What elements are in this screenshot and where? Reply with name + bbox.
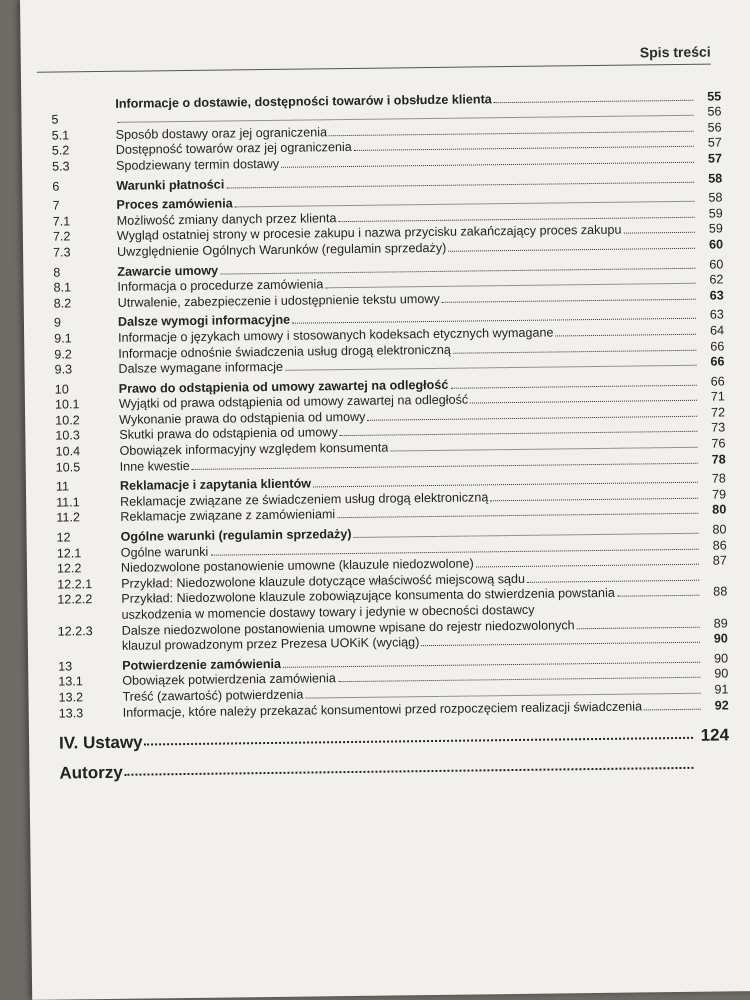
toc-entry-page: 90	[713, 651, 729, 666]
toc-entry-number: 13.3	[58, 705, 84, 721]
toc-entry-page: 58	[708, 170, 723, 186]
toc-entry-number: 6	[52, 179, 60, 194]
toc-entry-page: 57	[707, 135, 722, 150]
dot-leader	[281, 162, 694, 168]
toc-entry-number: 8	[53, 265, 61, 280]
toc-entry-title: Obowiązek potwierdzenia zamówienia	[122, 671, 336, 689]
toc-entry-number: 9.1	[54, 331, 72, 346]
toc-entry-page: 71	[710, 389, 725, 404]
toc-entry-number: 12.2.1	[57, 576, 93, 592]
toc-entry-page: 57	[707, 151, 723, 166]
toc-entry-title: Niedozwolone postanowienie umowne (klauzule niedozwolone)	[120, 556, 474, 576]
toc-entry-title: Prawo do odstąpienia od umowy zawartej na odległość	[118, 377, 449, 396]
toc-entry-page: 63	[709, 288, 724, 303]
toc-entry-title: Reklamacje związane ze świadczeniem usług drogą elektroniczną	[120, 490, 489, 509]
toc-entry-number: 5	[51, 112, 59, 127]
toc-entry-page: 124	[700, 724, 730, 745]
toc-entry-title: Możliwość zmiany danych przez klienta	[116, 210, 337, 228]
toc-entry-number: 13.1	[58, 674, 83, 689]
dot-leader	[476, 564, 699, 568]
toc-entry-number: 12.2.3	[57, 623, 93, 639]
toc-entry-number: 10.2	[55, 413, 80, 428]
toc-entry-page: 66	[710, 354, 725, 369]
dot-leader	[490, 498, 698, 502]
toc-entry-number: 10.3	[55, 428, 80, 444]
toc-entry-title: Inne kwestie	[119, 458, 190, 474]
dot-leader	[448, 248, 695, 252]
toc-entry-title: Ogólne warunki (regulamin sprzedaży)	[120, 527, 352, 544]
toc-entry-page: 79	[711, 487, 727, 502]
toc-entry-number: 5.3	[51, 159, 70, 174]
toc-entry-number: 7	[52, 198, 60, 213]
dot-leader	[442, 298, 696, 302]
toc-entry-page: 92	[714, 697, 729, 713]
toc-entry-page: 78	[711, 452, 726, 467]
dot-leader	[125, 766, 694, 775]
toc-entry-title: Informacja o procedurze zamówienia	[117, 277, 324, 294]
dot-leader	[226, 181, 694, 188]
toc-entry-title: Wykonanie prawa do odstąpienia od umowy	[119, 409, 366, 427]
toc-entry-number: 7.1	[52, 214, 71, 229]
toc-entry-number: 12	[56, 530, 71, 545]
toc-entry-title: klauzul prowadzonym przez Prezesa UOKiK (wyciąg)	[121, 635, 420, 653]
toc-entry-page: 55	[707, 89, 722, 104]
dot-leader	[556, 334, 697, 337]
toc-entry-number: 13.2	[58, 690, 84, 705]
toc-entry-number: 8.2	[53, 296, 72, 311]
toc-entry-title: Przykład: Niedozwolone klauzule zobowiązujące konsumenta do stwierdzenia powstania	[121, 586, 615, 607]
toc-entry-number: 11.2	[56, 510, 80, 526]
toc-entry-number: 7.2	[52, 229, 71, 244]
toc-entry	[58, 718, 730, 753]
book-page	[20, 0, 750, 1000]
toc-entry-title: Uwzględnienie Ogólnych Warunków (regulamin sprzedaży)	[116, 240, 447, 259]
toc-entry-page: 76	[711, 436, 726, 451]
toc-entry-number: 9.3	[54, 362, 73, 377]
dot-leader	[527, 580, 699, 583]
toc-entry-number: 10.1	[54, 397, 80, 412]
toc-entry-page: 66	[710, 374, 725, 389]
toc-entry-title: Dostępność towarów oraz jej ograniczenia	[115, 140, 352, 158]
toc-entry-number: 10.4	[55, 444, 81, 459]
dot-leader	[421, 642, 700, 646]
toc-entry-title: Informacje o dostawie, dostępności towarów i obsłudze klienta	[115, 91, 492, 111]
toc-entry-title: Warunki płatności	[116, 177, 225, 193]
toc-entry-title: Potwierdzenie zamówienia	[122, 656, 282, 673]
toc-entry-title: Wyjątki od prawa odstąpienia od umowy zawartej na odległość	[118, 392, 469, 412]
toc-entry-page: 63	[709, 307, 724, 322]
toc-entry	[59, 748, 729, 783]
toc-entry-title: Zawarcie umowy	[117, 263, 219, 279]
toc-entry-page: 59	[708, 221, 723, 236]
toc-entry-page: 91	[714, 682, 729, 697]
toc-entry-page: 58	[708, 190, 723, 205]
toc-entry-number: 11.1	[56, 495, 80, 510]
dot-leader	[617, 595, 699, 597]
toc-entry-title: Treść (zawartość) potwierdzenia	[122, 687, 304, 704]
toc-entry-number: 8.1	[53, 280, 72, 295]
toc-entry-number: 10	[54, 382, 69, 397]
toc-entry-title: Autorzy	[59, 762, 123, 783]
toc-entry-page: 88	[713, 584, 728, 599]
toc-entry-number: 10.5	[55, 459, 81, 475]
toc-entry-page: 80	[712, 502, 727, 518]
toc-entry-page: 87	[712, 553, 727, 568]
toc-entry-title: Skutki prawa do odstąpienia od umowy	[119, 425, 338, 443]
toc-entry-number	[58, 653, 122, 654]
toc-entry-title: Dalsze wymogi informacyjne	[117, 313, 291, 330]
toc-entry-page: 62	[709, 272, 724, 287]
dot-leader	[470, 400, 697, 404]
toc-entry-title: IV. Ustawy	[58, 732, 143, 753]
toc-entry-title: Informacje, które należy przekazać konsumentowi przed rozpoczęciem realizacji świadczenia	[122, 699, 643, 720]
page-title: Spis treści	[639, 43, 711, 61]
dot-leader	[145, 736, 693, 745]
toc-entry-page: 60	[709, 256, 724, 272]
toc-entry-title: Proces zamówienia	[116, 196, 233, 212]
toc-entry-page: 90	[714, 666, 729, 681]
toc-entry-title: Sposób dostawy oraz jej ograniczenia	[115, 125, 328, 142]
toc-entry-title: Reklamacje związane z zamówieniami	[120, 507, 336, 525]
toc-entry-title: Dalsze wymagane informacje	[118, 359, 284, 376]
toc-entry-number: 9.2	[54, 346, 72, 362]
toc-entry-number: 13	[58, 659, 73, 674]
toc-entry-title: Reklamacje i zapytania klientów	[119, 476, 312, 494]
toc-entry-title: Informacje o językach umowy i stosowanych kodeksach etycznych wymagane	[118, 325, 554, 345]
toc-entry-number: 9	[53, 315, 62, 330]
toc-entry-title: Dalsze niedozwolone postanowienia umowne wpisane do rejestr niedozwolonych	[121, 617, 575, 638]
toc-entry-title: Wygląd ostatniej strony w procesie zakupu i nazwa przycisku zakańczający proces zakupu	[116, 223, 622, 244]
page-header	[37, 42, 711, 73]
toc-entry-title: Przykład: Niedozwolone klauzule dotyczące właściwość miejscową sądu	[121, 571, 526, 591]
dot-leader	[192, 462, 698, 469]
dot-leader	[494, 99, 694, 102]
dot-leader	[623, 232, 694, 234]
toc-entry-page: 89	[713, 615, 728, 631]
toc-entry-title: uszkodzenia w momencie dostawy towary i jedynie w obecności dostawcy	[121, 602, 535, 622]
toc-entry-page: 56	[707, 104, 722, 119]
dot-leader	[285, 365, 696, 371]
toc-entry-page: 86	[712, 538, 727, 553]
table-of-contents	[51, 83, 730, 783]
toc-entry-page: 72	[710, 405, 726, 420]
toc-entry-number: 12.2.2	[57, 592, 93, 607]
toc-entry-page: 60	[708, 237, 724, 252]
toc-entry-page: 64	[709, 323, 725, 338]
toc-entry-page: 73	[711, 420, 726, 436]
toc-entry-page: 80	[712, 522, 727, 537]
toc-entry-title: Ogólne warunki	[120, 544, 209, 560]
dot-leader	[450, 384, 696, 388]
toc-entry-number: 5.2	[51, 143, 70, 158]
toc-entry-page: 90	[713, 631, 728, 646]
toc-entry-title: Spodziewany termin dostawy	[115, 156, 280, 173]
dot-leader	[453, 349, 696, 353]
toc-entry-page: 56	[707, 120, 722, 135]
dot-leader	[337, 513, 698, 518]
toc-entry-title: Obowiązek informacyjny względem konsumenta	[119, 440, 389, 458]
toc-entry-title: Informacje odnośnie świadczenia usług drogą elektroniczną	[118, 342, 451, 361]
toc-entry-number: 11	[55, 479, 70, 494]
dot-leader	[577, 626, 700, 629]
toc-entry-number: 12.2	[56, 561, 82, 576]
toc-entry-number: 5.1	[51, 128, 70, 143]
toc-entry-number: 12.1	[56, 545, 82, 561]
toc-entry-title: Utrwalenie, zabezpieczenie i udostępnienie tekstu umowy	[117, 291, 440, 310]
toc-entry-number: 7.3	[53, 245, 71, 260]
toc-entry-page: 66	[710, 338, 725, 354]
toc-entry-page: 78	[711, 471, 726, 486]
dot-leader	[644, 708, 701, 710]
toc-entry-page: 59	[708, 206, 723, 221]
